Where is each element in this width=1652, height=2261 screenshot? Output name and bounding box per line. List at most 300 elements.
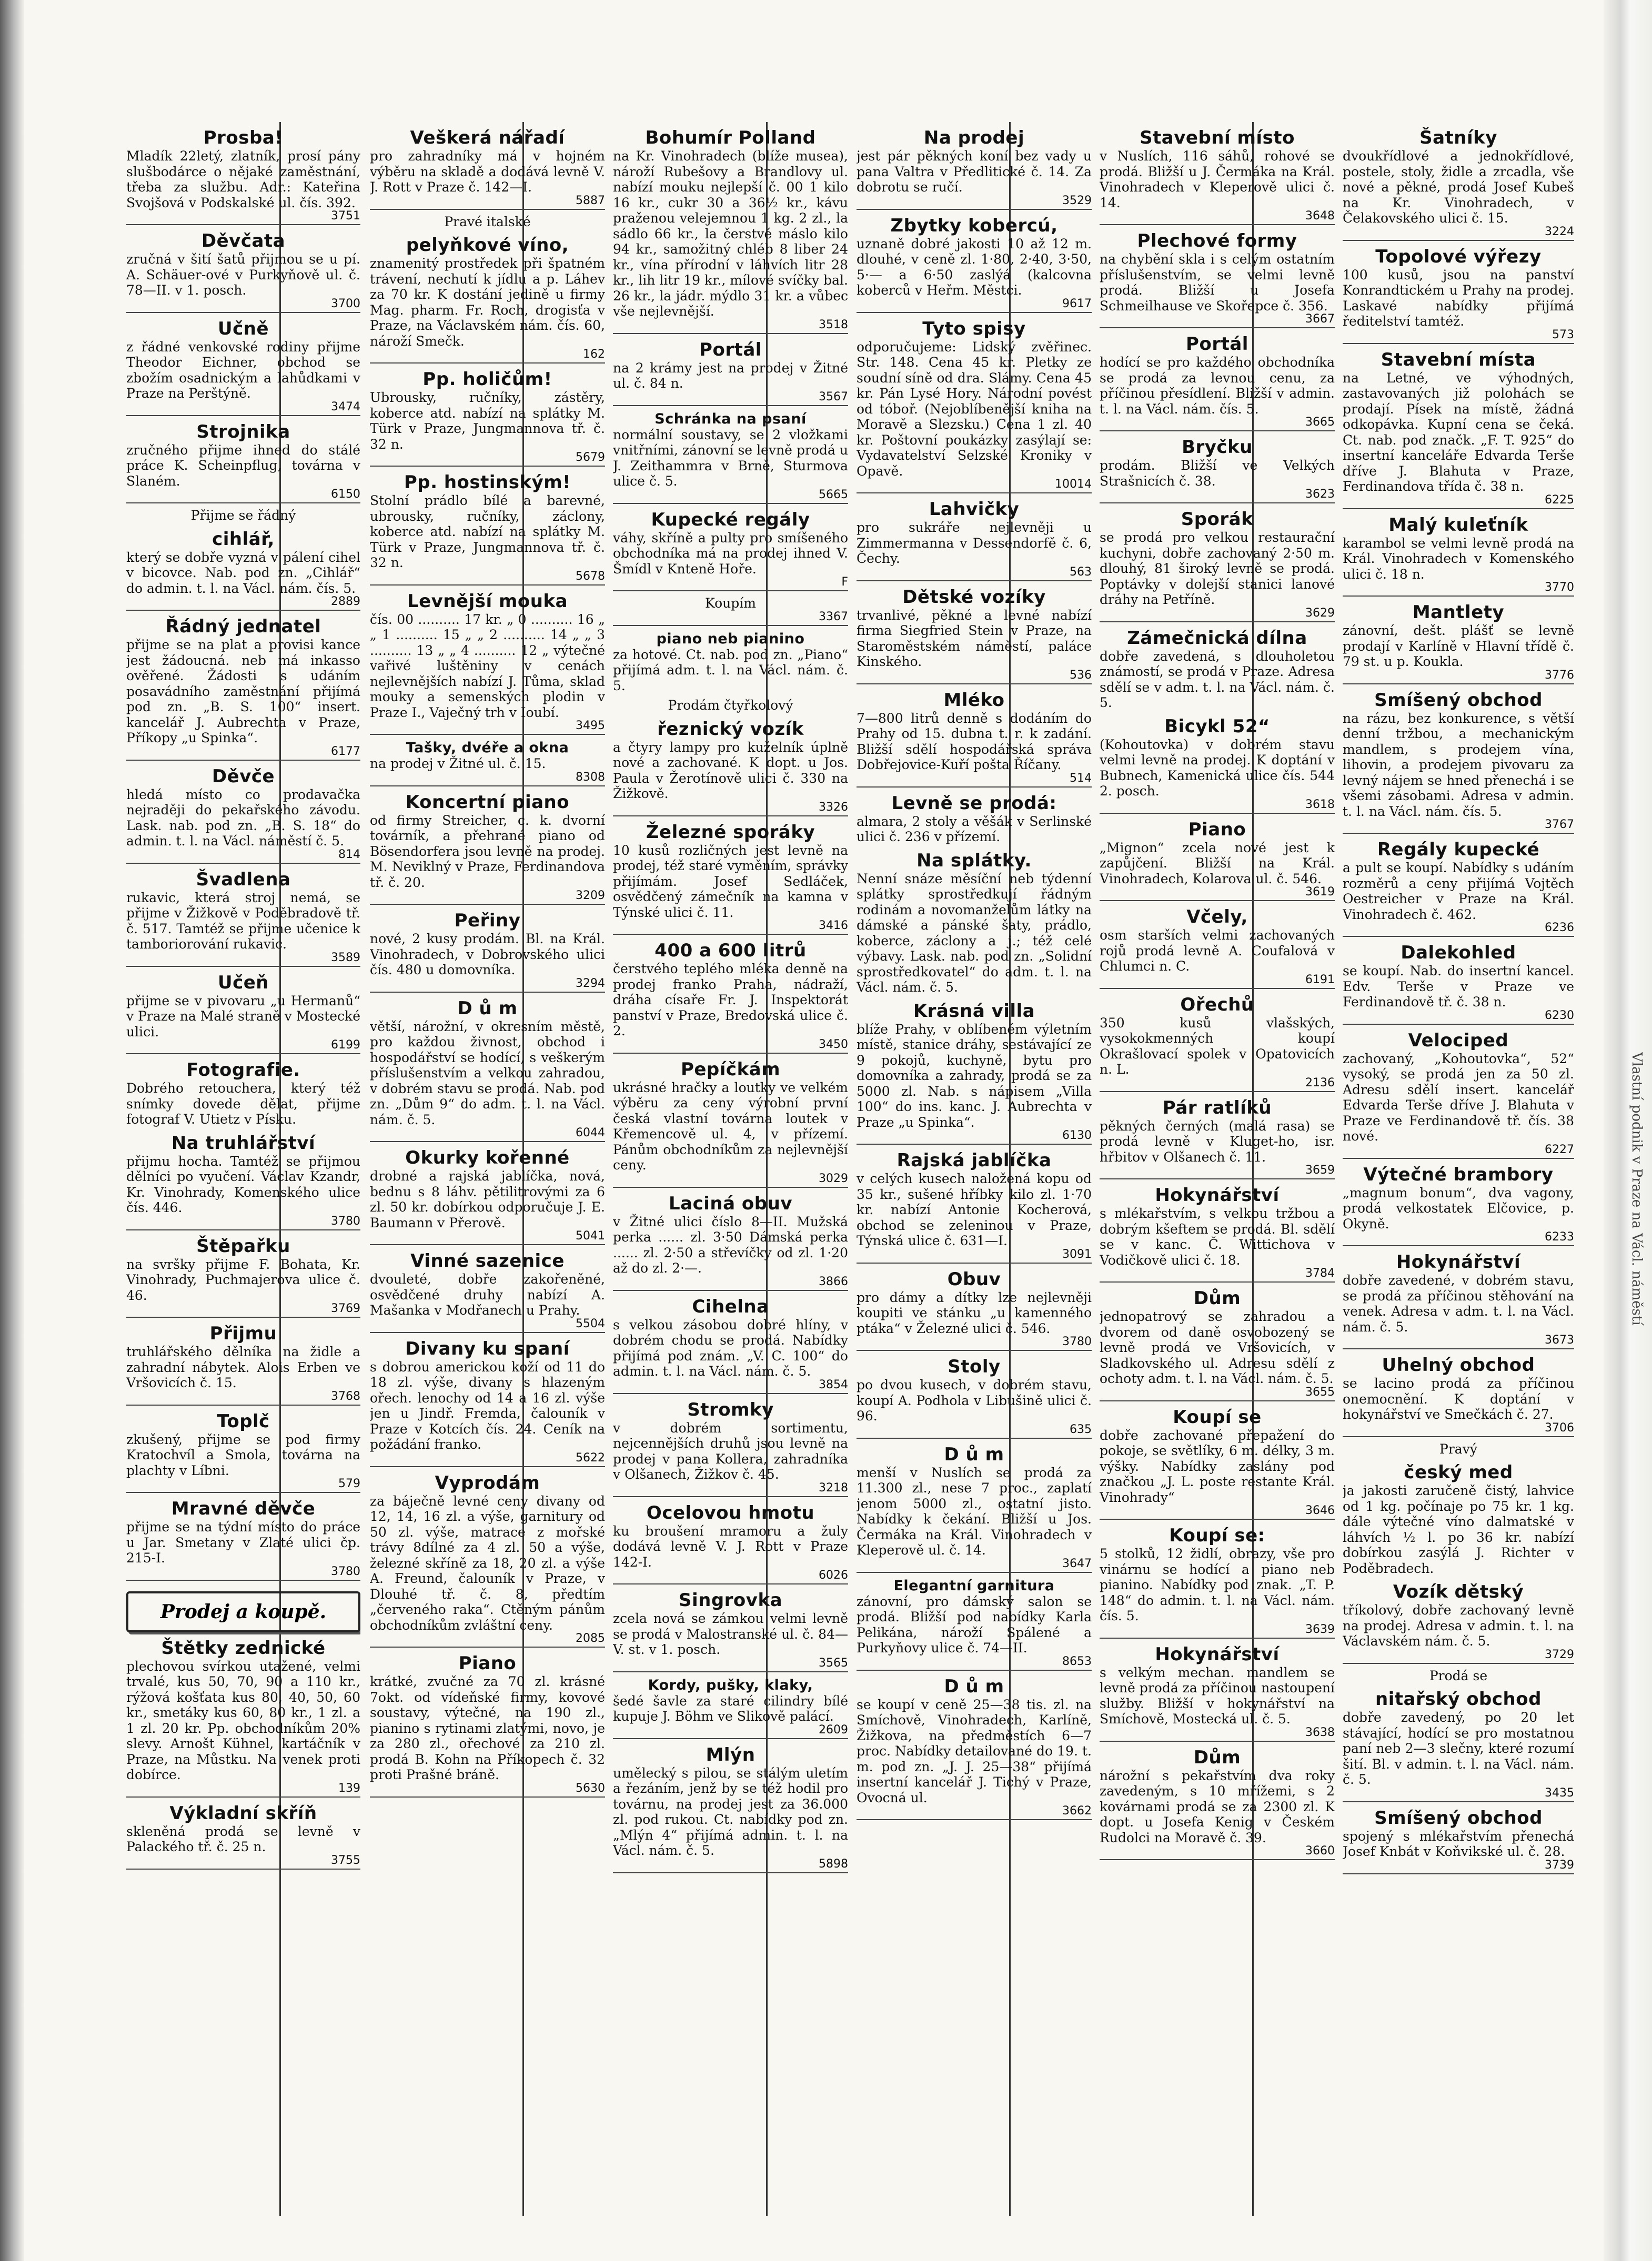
ad-column-5	[1100, 122, 1335, 2216]
ad-body: „Mignon“ zcela nové jest k zapůjčení. Bližší na Král. Vinohradech, Kolarova ul. č. 546.	[1100, 840, 1335, 886]
ad-number: 3638	[1305, 1725, 1335, 1739]
ad-body: s velkou zásobou dobré hlíny, v dobrém chodu se prodá. Nabídky přijímá pod znám. „V. C. 100“ do admin. t. l. na Václ. nám. č. 5.	[613, 1317, 848, 1379]
classified-ad	[1343, 1441, 1574, 1457]
ad-separator	[370, 1244, 605, 1245]
ad-separator	[857, 1350, 1092, 1351]
ad-heading: Mantlety	[1412, 602, 1505, 623]
ad-number: 3648	[1305, 209, 1335, 223]
ad-heading: Pp. holičům!	[422, 369, 552, 390]
ad-heading: nitařský obchod	[1375, 1689, 1542, 1710]
ad-separator	[370, 362, 605, 364]
classified-ad	[1100, 127, 1335, 222]
ad-heading: Dům	[1193, 1288, 1241, 1309]
ad-number: 5679	[576, 451, 605, 464]
ad-body: umělecký s pilou, se stálým uletím a řezáním, jenž by se též hodil pro továrnu, na prodej jest za 36.000 zl. pod rukou. Ct. nabídky pod zn. „Mlýn 4“ přijímá admin. t. l. na Václ. nám. č. 5.	[613, 1765, 848, 1858]
ad-number: 3294	[576, 976, 605, 990]
classified-ad	[613, 411, 848, 501]
ad-body: 100 kusů, jsou na panství Konrandtickém u Prahy na prodej. Laskavé nabídky přijímá ředitelství tamtéž.	[1343, 267, 1574, 329]
ad-body: ukrásné hračky a loutky ve velkém výběru za ceny výrobní první česká vlastní továrna loutek v Křemencově ul. 4, v přízemí. Pánům obchodníkům za nejlevnější ceny.	[613, 1079, 848, 1173]
ad-separator	[1100, 621, 1335, 622]
classified-ad	[1343, 246, 1574, 341]
ad-number: 3776	[1545, 668, 1574, 682]
ad-heading: Hokynářství	[1155, 1185, 1280, 1206]
ad-body: od firmy Streicher, c. k. dvorní továrník, a přehrané piano od Bösendorfera jsou levně na prodej. M. Neviklný v Praze, Ferdinandova tř. č. 20.	[370, 812, 605, 890]
ad-body: čís. 00 .......... 17 kr. „ 0 .......... 16 „ „ 1 .......... 15 „ „ 2 .......... 14 „ „ 3 .......... 13 „ „ 4 .......... 12 „ výtečné vařivé luštěniny v cenách nejlevnějších nabízí J. Tůma, sklad mouky a semenských plodin v Praze I., Vaječný trh v Ioubí.	[370, 611, 605, 720]
ad-number: 3784	[1305, 1267, 1335, 1280]
ad-heading: Mlýn	[706, 1744, 756, 1765]
ad-number: 3768	[331, 1389, 360, 1403]
ad-column-1	[126, 122, 360, 2216]
classified-ad	[1100, 1747, 1335, 1858]
classified-ad	[1343, 839, 1574, 934]
ad-number: 3660	[1305, 1844, 1335, 1858]
ad-heading: Smíšený obchod	[1374, 689, 1543, 711]
ad-body: pro dámy a dítky lze nejlevněji koupiti ve stánku „u kamenného ptáka“ v Železné ulici č. 546.	[857, 1289, 1092, 1336]
classified-ad	[1343, 127, 1574, 238]
ad-separator	[1100, 1859, 1335, 1860]
ad-heading: Okurky kořenné	[405, 1147, 570, 1168]
ad-number: 3474	[331, 400, 360, 413]
ad-heading: Tyto spisy	[922, 318, 1026, 339]
ad-heading: Vozík dětský	[1393, 1581, 1524, 1602]
classified-ad	[1100, 230, 1335, 325]
ad-number: 3780	[1062, 1335, 1092, 1348]
ad-body: uznaně dobré jakosti 10 až 12 m. dlouhé, v ceně zl. 1·80, 2·40, 3·50, 5·— a 6·50 zaslýá (kalcovna koberců v Heřm. Městci.	[857, 236, 1092, 298]
ad-heading: D ů m	[457, 997, 518, 1019]
classified-ad	[126, 1803, 360, 1866]
ad-heading: Na splátky.	[916, 850, 1032, 871]
ad-heading: Bohumír Polland	[645, 127, 816, 148]
ad-number: 6044	[576, 1126, 605, 1139]
ad-separator	[857, 492, 1092, 493]
ad-body: blíže Prahy, v oblíbeném výletním místě, stanice dráhy, sestávající ze 9 pokojů, kuchyně, bytu pro domovníka a zahrady, prodá se za 5000 zl. Nab. s nápisem „Villa 100“ do ins. kanc. J. Aubrechta v Praze „u Spinka“.	[857, 1021, 1092, 1130]
ad-body: normální soustavy, se 2 vložkami vnitřními, zánovní se levně prodá u J. Zeithammra v Brně, Sturmova ulice č. 5.	[613, 427, 848, 489]
ad-body: Přijme se řádný	[190, 508, 296, 523]
ad-body: na Kr. Vinohradech (blíže musea), nároží Rubešovy a Brandlovy ul. nabízí mouku nejlepší č. 00 1 kilo 16 kr., cukr 30 a 36½ kr., kávu praženou velejemnou 1 kg. 2 zl., la sádlo 66 kr., la čerstvé máslo kilo 94 kr., samožitný chléb 8 liber 24 kr., vína přírodní v láhvích litr 28 kr., lih litr 19 kr., mílové svíčky bal. 26 kr., la jádr. mýdlo 31 kr. a vůbec vše nejlevnější.	[613, 148, 848, 319]
ad-separator	[370, 1466, 605, 1467]
classified-ad	[126, 508, 360, 523]
classified-ad	[613, 940, 848, 1051]
ad-body: dobře zavedené, v dobrém stavu, se prodá za příčinou stěhování na venek. Adresa v adm. t. l. na Václ. nám. č. 5.	[1343, 1273, 1574, 1335]
classified-ad	[857, 793, 1092, 845]
ad-heading: Zbytky kobercú,	[890, 215, 1058, 236]
ad-separator	[1100, 327, 1335, 328]
classified-ad	[857, 690, 1092, 784]
classified-ad	[857, 1356, 1092, 1436]
ad-separator	[1100, 1638, 1335, 1639]
ad-body: 10 kusů rozličných jest levně na prodej, též staré vyměním, správky přijímám. Josef Sedláček, osvědčený zámečník na kamna v Týnské ulici č. 11.	[613, 842, 848, 920]
ad-body: jednopatrový se zahradou a dvorem od daně osvobozený se levně prodá ve Vršovicích, v Sladkovského ul. Adresu sdělí z ochoty adm. t. l. na Václ. nám. č. 5.	[1100, 1309, 1335, 1386]
ad-separator	[857, 786, 1092, 788]
ad-heading: Ořechů	[1180, 994, 1254, 1015]
section-header-box: Prodej a koupě.	[126, 1591, 360, 1632]
ad-separator	[857, 1438, 1092, 1439]
classified-ad	[370, 369, 605, 463]
ad-number: 3565	[819, 1656, 848, 1670]
ad-separator	[857, 683, 1092, 684]
classified-ad	[1100, 628, 1335, 711]
ad-body: Pravý	[1439, 1441, 1477, 1457]
ad-separator	[613, 1671, 848, 1672]
ad-body: 7—800 litrů denně s dodáním do Prahy od 15. dubna t. r. k zadání. Bližší sdělí hospodářská správa Dobřejovice-Kuří pošta Říčany.	[857, 710, 1092, 772]
ad-body: dvoukřídlové a jednokřídlové, postele, stoly, židle a zrcadla, vše nové a pěkné, prodá Josef Kubeš na Kr. Vinohradech, v Čelakovského ulici č. 15.	[1343, 148, 1574, 226]
ad-separator	[370, 1332, 605, 1333]
ad-heading: Fotografie.	[186, 1059, 300, 1081]
ad-body: na 2 krámy jest na prodej v Žitné ul. č. 84 n.	[613, 360, 848, 391]
classified-ad	[126, 421, 360, 501]
ad-heading: Na truhlářství	[171, 1132, 316, 1154]
ad-number: 3495	[576, 719, 605, 732]
ad-separator	[1100, 502, 1335, 503]
ad-separator	[370, 584, 605, 586]
ad-body: nárožní s pekařstvím dva roky zavedeným, s 10 mřížemi, s 2 kovárnami prodá se za 2300 zl. K dopt. u Josefa Kenig v Českém Rudolci na Moravě č. 39.	[1100, 1768, 1335, 1845]
classified-ad	[126, 529, 360, 608]
classified-ad	[126, 766, 360, 861]
classified-ad	[1343, 690, 1574, 831]
ad-heading: Pár ratlíků	[1162, 1097, 1272, 1118]
ad-body: dobře zachované přepažení do pokoje, se světlíky, 6 m. délky, 3 m. výšky. Nabídky zaslány pod značkou „J. L. poste restante Král. Vinohrady“	[1100, 1427, 1335, 1505]
ad-body: almara, 2 stoly a věšák v Serlinské ulici č. 236 v přízemí.	[857, 813, 1092, 844]
ad-separator	[126, 863, 360, 864]
ad-heading: Bryčku	[1182, 437, 1253, 458]
classified-ad	[857, 1676, 1092, 1818]
ad-body: pěkných černých (malá rasa) se prodá levně v Kluget-ho, isr. hřbitov v Olšanech č. 11.	[1100, 1118, 1335, 1165]
ad-separator	[1343, 833, 1574, 834]
ad-separator	[857, 1572, 1092, 1573]
classified-ad	[1100, 509, 1335, 619]
ad-separator	[1343, 1158, 1574, 1159]
ad-number: 635	[1070, 1422, 1092, 1436]
ad-separator	[1100, 900, 1335, 901]
ad-heading: Hokynářství	[1155, 1643, 1280, 1665]
ad-separator	[857, 312, 1092, 313]
ad-body: na rázu, bez konkurence, s větší denní tržbou, a mechanickým mandlem, s prodejem vína, lihovin, a prodejem pivovaru za levný nájem se hned přenechá i se všemi zásobami. Adresa v admin. t. l. na Václ. nám. čís. 5.	[1343, 710, 1574, 819]
ad-separator	[1343, 936, 1574, 937]
classified-ad	[1343, 1164, 1574, 1244]
ad-number: 3209	[576, 889, 605, 902]
classified-ad	[857, 1578, 1092, 1668]
ad-body: zánovní, pro dámský salon se prodá. Bližší pod nabídky Karla Pelikána, nároží Spálené a Purkyňovy ulice č. 74—II.	[857, 1593, 1092, 1656]
ad-number: 3326	[819, 800, 848, 814]
ad-separator	[1100, 1091, 1335, 1092]
ad-heading: Stoly	[948, 1356, 1001, 1377]
ad-heading: Ocelovou hmotu	[646, 1502, 815, 1523]
ad-heading: Pepíčkám	[680, 1058, 781, 1080]
ad-heading: Dalekohled	[1401, 942, 1516, 963]
classified-ad	[1343, 1462, 1574, 1576]
ad-heading: Štětky zednické	[161, 1637, 326, 1659]
ad-body: zcela nová se zámkou velmi levně se prodá v Malostranské ul. č. 84—V. st. v 1. posch.	[613, 1611, 848, 1657]
ad-number: 2136	[1305, 1076, 1335, 1089]
ad-separator	[1100, 1741, 1335, 1742]
classified-ad	[1343, 1689, 1574, 1799]
ad-body: na chybění skla i s celým ostatním příslušenstvím, se velmi levně prodá. Bližší u Josefa Schmeilhause ve Skořepce č. 356.	[1100, 251, 1335, 314]
ad-number: 6199	[331, 1038, 360, 1052]
ad-heading: Řádný jednatel	[165, 616, 321, 637]
ad-separator	[126, 1492, 360, 1493]
ad-separator	[1343, 1024, 1574, 1025]
ad-separator	[370, 1141, 605, 1142]
ad-heading: Kupecké regály	[651, 509, 810, 530]
ad-heading: Peřiny	[454, 910, 521, 931]
ad-body: hledá místo co prodavačka nejraději do pekařského závodu. Lask. nab. pod zn. „B. S. 18“ do admin. t. l. na Václ. náměstí č. 5.	[126, 786, 360, 849]
ad-body: prodám. Bližší ve Velkých Strašnicích č. 38.	[1100, 458, 1335, 489]
ad-body: se koupí. Nab. do insertní kancel. Edv. Terše v Praze ve Ferdinandově tř. č. 38 n.	[1343, 963, 1574, 1010]
ad-number: 3091	[1062, 1247, 1092, 1261]
ad-heading: Levně se prodá:	[891, 792, 1057, 814]
classified-ad	[126, 230, 360, 310]
ad-body: po dvou kusech, v dobrém stavu, koupí A. Podhola v Libušině ulici č. 96.	[857, 1377, 1092, 1424]
classified-ad	[613, 1744, 848, 1870]
ad-separator	[370, 904, 605, 905]
ad-body: krátké, zvučné za 70 zl. krásné 7okt. od vídeňské firmy, kovové soustavy, výtečné, na 190 zl., pianino s rytinami zlatými, novo, je za 280 zl., ořechové za 210 zl. prodá B. Kohn na Příkopech č. 32 proti Prašné bráně.	[370, 1674, 605, 1782]
ad-separator	[613, 1187, 848, 1188]
ad-separator	[126, 415, 360, 416]
ad-body: dobře zavedená, s dlouholetou známostí, se prodá v Praze. Adresa sdělí se v adm. t. l. na Václ. nám. č. 5.	[1100, 648, 1335, 710]
ad-number: 3435	[1545, 1786, 1574, 1800]
ad-body: „magnum bonum“, dva vagony, prodá velkostatek Elčovice, p. Okyně.	[1343, 1185, 1574, 1232]
ad-separator	[126, 224, 360, 225]
ad-heading: Singrovka	[678, 1590, 783, 1611]
ad-heading: Schránka na psaní	[654, 410, 807, 427]
ad-separator	[126, 312, 360, 313]
classified-ad	[370, 740, 605, 783]
ad-heading: Tašky, dvéře a okna	[406, 740, 569, 756]
ad-heading: řeznický vozík	[657, 718, 804, 740]
ad-body: Prodám čtyřkolový	[668, 698, 793, 713]
ad-heading: Mléko	[943, 689, 1005, 711]
classified-ad	[126, 1638, 360, 1794]
ad-body: v dobrém sortimentu, nejcennějších druhů jsou levně na prodej v pana Kollera, zahradníka v Olšanech, Žižkov č. 45.	[613, 1420, 848, 1482]
ad-separator	[370, 992, 605, 993]
ad-number: 3767	[1545, 818, 1574, 831]
ad-heading: Rajská jablíčka	[896, 1150, 1052, 1171]
classified-ad	[613, 1296, 848, 1391]
ad-heading: piano neb pianino	[656, 630, 805, 647]
ad-separator	[1343, 1348, 1574, 1349]
ad-body: Koupím	[705, 595, 756, 611]
ad-separator	[613, 1393, 848, 1394]
ad-number: 3729	[1545, 1648, 1574, 1661]
classified-ad	[857, 587, 1092, 681]
ad-separator	[613, 1290, 848, 1291]
classified-ad	[126, 1411, 360, 1490]
ad-number: 514	[1070, 771, 1092, 785]
ad-number: 814	[338, 847, 360, 861]
classified-ad	[126, 1133, 360, 1227]
ad-number: 3518	[819, 318, 848, 331]
ad-body: 350 kusů vlašských, vysokokmenných koupí Okrašlovací spolek v Opatovicích n. L.	[1100, 1015, 1335, 1077]
ad-separator	[613, 503, 848, 504]
classified-ad	[1343, 1251, 1574, 1346]
ad-number: 10014	[1055, 478, 1092, 491]
ad-number: 3780	[331, 1564, 360, 1578]
ad-heading: Výkladní skříň	[169, 1802, 317, 1824]
ad-separator	[126, 1405, 360, 1406]
ad-separator	[1100, 1519, 1335, 1520]
ad-separator	[370, 734, 605, 735]
classified-ad	[126, 1059, 360, 1127]
ad-number: 3665	[1305, 416, 1335, 429]
ad-number: 5041	[576, 1229, 605, 1243]
ad-separator	[1343, 1801, 1574, 1802]
classified-ad	[1100, 437, 1335, 500]
ad-heading: český med	[1404, 1462, 1513, 1483]
ad-body: zachovaný, „Kohoutovka“, 52“ vysoký, se prodá jen za 50 zl. Adresu sdělí insert. kancelář Edvarda Terše dříve J. Blahuta v Praze ve Ferdinandově tř. čís. 38 nové.	[1343, 1051, 1574, 1144]
ad-number: 2085	[576, 1632, 605, 1645]
scan-shadow-left	[0, 0, 24, 2261]
ad-body: a pult se koupí. Nabídky s udáním rozměrů a ceny přijímá Vojtěch Oestreicher v Praze na Král. Vinohradech č. 462.	[1343, 860, 1574, 922]
ad-heading: Prosba!	[203, 127, 284, 148]
ad-heading: Piano	[458, 1653, 517, 1674]
ad-body: se lacino prodá za příčinou onemocnění. K doptání v hokynářství ve Smečkách č. 27.	[1343, 1376, 1574, 1422]
ad-separator	[126, 1053, 360, 1054]
ad-separator	[1100, 813, 1335, 814]
margin-text: Vlastní podnik v Praze na Václ. náměstí	[1629, 1052, 1645, 1326]
ad-body: přijmu hocha. Tamtéž se přijmou dělníci po vyučení. Václav Kzandr, Kr. Vinohrady, Komenského ulice čís. 446.	[126, 1153, 360, 1215]
classified-ad	[1343, 1581, 1574, 1661]
ad-separator	[126, 1317, 360, 1318]
classified-ad	[857, 318, 1092, 491]
ad-heading: Strojnika	[196, 421, 290, 442]
ad-body: Stolní prádlo bílé a barevné, ubrousky, ručníky, záclony, koberce atd. nabízí na splátky M. Türk v Praze, Jungmannova tř. č. 32 n.	[370, 493, 605, 570]
ad-body: trvanlivé, pěkné a levné nabízí firma Siegfried Stein v Praze, na Staroměstském náměstí, paláce Kinského.	[857, 607, 1092, 669]
ad-body: v celých kusech naložená kopu od 35 kr., sušené hříbky kilo zl. 1·70 kr. nabízí Antonie Kocherová, obchod se zeleninou v Praze, Týnská ulice č. 631—I.	[857, 1171, 1092, 1248]
ad-separator	[126, 760, 360, 761]
classified-ad	[1100, 716, 1335, 811]
ad-separator	[613, 1496, 848, 1497]
ad-body: odporučujeme: Lidský zvěřinec. Str. 148. Cena 45 kr. Pletky ze soudní síně od dra. Slámy. Cena 45 kr. Pán Lysé Hory. Národní povést od tóboř. (Nejoblíbenější kniha na Moravě a Slezsku.) Cena 1 zl. 40 kr. Poštovní poukázky zasýlají se: Vydavatelství Selzské Kroniky v Opavě.	[857, 339, 1092, 479]
classified-ad	[857, 127, 1092, 207]
ad-separator	[126, 1580, 360, 1581]
ad-number: 6177	[331, 744, 360, 758]
ad-separator	[370, 466, 605, 467]
ad-separator	[613, 815, 848, 816]
ad-number: 3647	[1062, 1557, 1092, 1570]
ad-heading: Pp. hostinským!	[404, 472, 571, 493]
ad-heading: Dětské vozíky	[902, 586, 1046, 608]
ad-body: na Letné, ve výhodných, zastavovaných již polohách se prodají. Písek na místě, žádná odkopávka. Kupní cena se čeká. Ct. nab. pod značk. „F. T. 925“ do insertní kanceláře Edvarda Terše dříve J. Blahuta v Praze, Ferdinandova třída č. 38 n.	[1343, 370, 1574, 494]
ad-heading: Šatníky	[1419, 127, 1497, 148]
ad-body: pro zahradníky má v hojném výběru na skladě a dodává levně V. J. Rott v Praze č. 142—I.	[370, 148, 605, 195]
ad-body: přijme se na plat a provisi kance jest žádoucná. neb má inkasso ověřené. Žádosti s udáním posavádního zaměstnání přijímá pod zn. „B. S. 100“ insert. kancelář J. Aubrechta v Praze, Příkopy „u Spinka“.	[126, 637, 360, 745]
classified-ad	[370, 1472, 605, 1645]
ad-body: Mladík 22letý, zlatník, prosí pány slušbodárce o nějaké zaměstnání, třeba za službu. Adr.: Kateřina Svojšová v Podskalské ul. čís. 392.	[126, 148, 360, 210]
ad-heading: Uhelný obchod	[1382, 1355, 1535, 1376]
ad-heading: Stavební místa	[1381, 349, 1536, 370]
ad-heading: 400 a 600 litrů	[654, 940, 807, 961]
classified-ad	[1100, 994, 1335, 1089]
classified-ad	[370, 472, 605, 582]
ad-body: drobné a rajská jablíčka, nová, bednu s 8 láhv. pětilitrovými za 6 zl. 50 kr. dobírkou odporučuje J. E. Baumann v Přerově.	[370, 1168, 605, 1230]
ad-body: a čtyry lampy pro kuželník úplně nové a zachované. K dopt. u Jos. Paula v Žerotínově ulici č. 330 na Žižkově.	[613, 739, 848, 801]
ad-heading: Plechové formy	[1137, 230, 1297, 251]
ad-heading: Učně	[217, 318, 269, 339]
ad-body: dobře zavedený, po 20 let stávající, hodící se pro mostatnou paní neb 2—3 slečny, které rozumí šití. Bl. v admin. t. l. na Václ. nám. č. 5.	[1343, 1710, 1574, 1787]
classified-ad	[1100, 1185, 1335, 1279]
ad-number: 3029	[819, 1172, 848, 1185]
ad-number: 5898	[819, 1857, 848, 1871]
classified-ad	[613, 595, 848, 623]
ad-separator	[1100, 224, 1335, 225]
ad-body: s velkým mechan. mandlem se levně prodá za příčinou nastoupení služby. Bližší v hokynářství na Smíchově, Mostecká ul. č. 5.	[1100, 1664, 1335, 1727]
classified-ad	[126, 1236, 360, 1315]
ad-number: 3623	[1305, 488, 1335, 501]
ad-body: přijme se na týdní místo do práce u Jar. Smetany v Zlaté ulici čp. 215-I.	[126, 1519, 360, 1566]
ad-separator	[857, 1819, 1092, 1820]
ad-body: na prodej v Žitné ul. č. 15.	[370, 756, 546, 771]
ad-number: 3218	[819, 1481, 848, 1495]
classified-ad	[857, 1001, 1092, 1142]
ad-number: 2889	[331, 595, 360, 608]
ad-body: Pravé italské	[444, 214, 531, 229]
ad-heading: Vinné sazenice	[410, 1250, 565, 1271]
ad-separator	[1343, 1873, 1574, 1874]
classified-ad	[613, 127, 848, 331]
ad-body: tříkolový, dobře zachovaný levně na prodej. Adresa v admin. t. l. na Václavském nám. č. 5.	[1343, 1602, 1574, 1649]
classified-ad	[126, 972, 360, 1052]
ad-separator	[1100, 430, 1335, 431]
ad-number: 5622	[576, 1451, 605, 1465]
ad-number: 3667	[1305, 312, 1335, 326]
ad-separator	[1343, 1436, 1574, 1437]
classified-ad	[1100, 1288, 1335, 1398]
ad-body: osm starších velmi zachovaných rojů prodá levně A. Coufalová v Chlumci n. C.	[1100, 927, 1335, 974]
ad-separator	[1100, 988, 1335, 989]
ad-number: 6236	[1545, 921, 1574, 934]
ad-body: zkušený, přijme se pod firmy Kratochvíl a Smola, továrna na plachty v Líbni.	[126, 1431, 360, 1478]
classified-ad	[613, 631, 848, 694]
classified-ad	[613, 719, 848, 813]
ad-body: jest pár pěkných koní bez vady u pana Valtra v Předlitické č. 14. Za dobrotu se ručí.	[857, 148, 1092, 195]
ad-heading: cihlář,	[212, 528, 275, 550]
ad-separator	[613, 1738, 848, 1739]
ad-body: za báječně levné ceny divany od 12, 14, 16 zl. a výše, garnitury od 50 zl. výše, matrace z mořské trávy 8dílné za 4 zl. 50 a výše, železné skříně za 18, 20 zl. a výše A. Freund, čalouník v Praze, v Dlouhé tř. č. 8, předtím „červeného raka“. Ctěným pánům obchodníkům zvláštní ceny.	[370, 1493, 605, 1633]
ad-separator	[857, 209, 1092, 210]
ad-separator	[126, 1869, 360, 1870]
ad-body: 5 stolků, 12 židlí, obrazy, vše pro vinárnu se hodící a piano neb pianino. Nabídky pod znak. „T. P. 148“ do admin. t. l. na Václ. nám. čís. 5.	[1100, 1546, 1335, 1623]
ad-number: 6227	[1545, 1143, 1574, 1156]
classified-ad	[1343, 1030, 1574, 1156]
ad-heading: Dům	[1193, 1747, 1241, 1768]
ad-number: 536	[1070, 668, 1092, 682]
classified-ad	[857, 215, 1092, 310]
ad-heading: Velociped	[1408, 1029, 1509, 1051]
ad-heading: Kordy, pušky, klaky,	[648, 1677, 813, 1693]
classified-ad	[613, 1590, 848, 1669]
ad-heading: Laciná obuv	[669, 1193, 792, 1214]
classified-ad	[613, 822, 848, 932]
ad-separator	[126, 502, 360, 503]
ad-body: přijme se v pivovaru „u Hermanů“ v Praze na Malé straně v Mostecké ulici.	[126, 993, 360, 1039]
classified-ad	[1100, 906, 1335, 986]
ad-number: 3854	[819, 1378, 848, 1391]
classified-ad	[1100, 1525, 1335, 1636]
ad-heading: Přijmu	[209, 1323, 277, 1344]
ad-heading: Koncertní piano	[405, 791, 570, 813]
ad-body: znamenitý prostředek při špatném trávení, nechutí k jídlu a p. Láhev za 70 kr. K dostání jedině u firmy Mag. pharm. Fr. Roch, drogisťa v Praze, na Václavském nám. čís. 60, nároží Smečk.	[370, 256, 605, 349]
classified-ad	[370, 1653, 605, 1794]
classified-ad	[370, 1250, 605, 1330]
ad-body: na svršky přijme F. Bohata, Kr. Vinohrady, Puchmajerova ulice č. 46.	[126, 1256, 360, 1303]
ad-separator	[1100, 1178, 1335, 1179]
ad-separator	[1343, 1245, 1574, 1246]
ad-body: Prodá se	[1429, 1668, 1488, 1683]
ad-separator	[370, 1647, 605, 1648]
ad-heading: Stavební místo	[1140, 127, 1295, 148]
ad-heading: Obuv	[947, 1268, 1001, 1290]
ad-heading: Koupí se:	[1169, 1525, 1265, 1546]
